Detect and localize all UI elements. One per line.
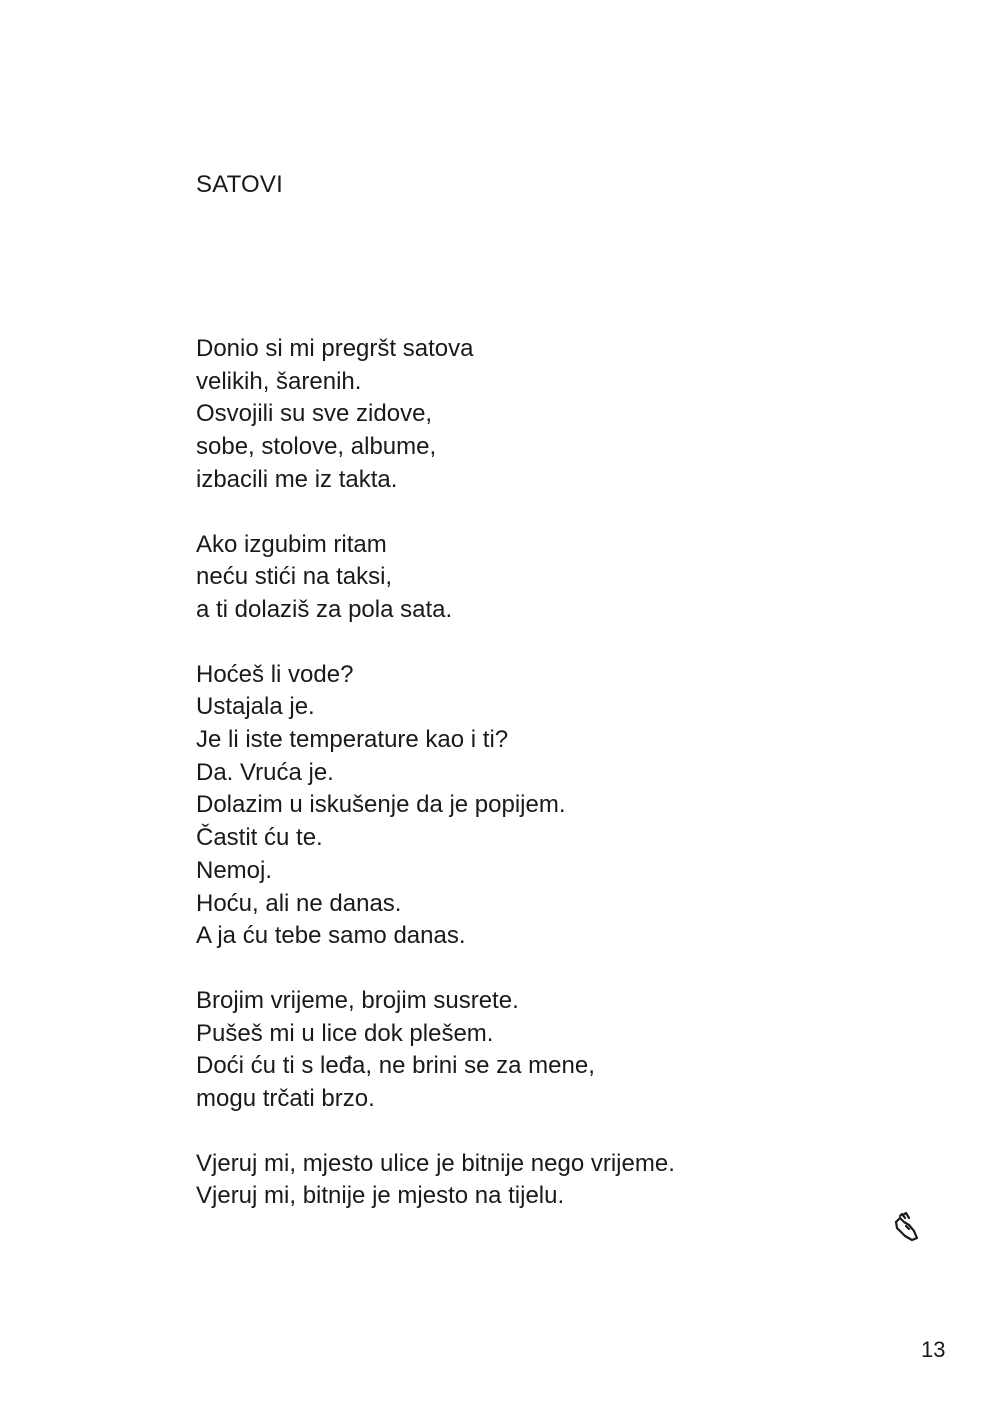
stanza-4 (196, 985, 896, 1116)
poem-line: Pušeš mi u lice dok plešem. (196, 1019, 494, 1047)
poem-line: neću stići na taksi, (196, 563, 393, 591)
stanza-2 (196, 529, 896, 627)
poem-line: Osvojili su sve zidove, (196, 400, 433, 428)
poem-line: Hoću, ali ne danas. (196, 889, 402, 917)
poem-line: Doći ću ti s leđa, ne brini se za mene, (196, 1052, 595, 1080)
poem-line: Brojim vrijeme, brojim susrete. (196, 986, 519, 1014)
poem-line: mogu trčati brzo. (196, 1085, 375, 1113)
poem-line: sobe, stolove, albume, (196, 433, 437, 461)
poem-body (196, 333, 896, 1245)
stanza-1 (196, 333, 896, 497)
stanza-3 (196, 659, 896, 953)
poem-line: velikih, šarenih. (196, 367, 362, 395)
poem-line: izbacili me iz takta. (196, 465, 398, 493)
poem-line: Ako izgubim ritam (196, 530, 387, 558)
poem-line: Je li iste temperature kao i ti? (196, 726, 509, 754)
poem-line: Da. Vruća je. (196, 758, 334, 786)
poem-title: SATOVI (196, 171, 284, 198)
poem-line: Nemoj. (196, 856, 273, 884)
page-number: 13 (921, 1337, 946, 1362)
poem-line: a ti dolaziš za pola sata. (196, 595, 453, 623)
poem-line: Hoćeš li vode? (196, 660, 354, 688)
poem-line: Ustajala je. (196, 693, 315, 721)
pointing-hand-icon (892, 1210, 926, 1244)
poem-line: Vjeruj mi, mjesto ulice je bitnije nego vrijeme. (196, 1149, 675, 1177)
poem-line: A ja ću tebe samo danas. (196, 922, 466, 950)
poem-line: Častit ću te. (196, 824, 323, 852)
poem-line: Dolazim u iskušenje da je popijem. (196, 791, 566, 819)
poem-line: Vjeruj mi, bitnije je mjesto na tijelu. (196, 1182, 565, 1210)
poem-line: Donio si mi pregršt satova (196, 335, 474, 362)
stanza-5 (196, 1148, 896, 1213)
